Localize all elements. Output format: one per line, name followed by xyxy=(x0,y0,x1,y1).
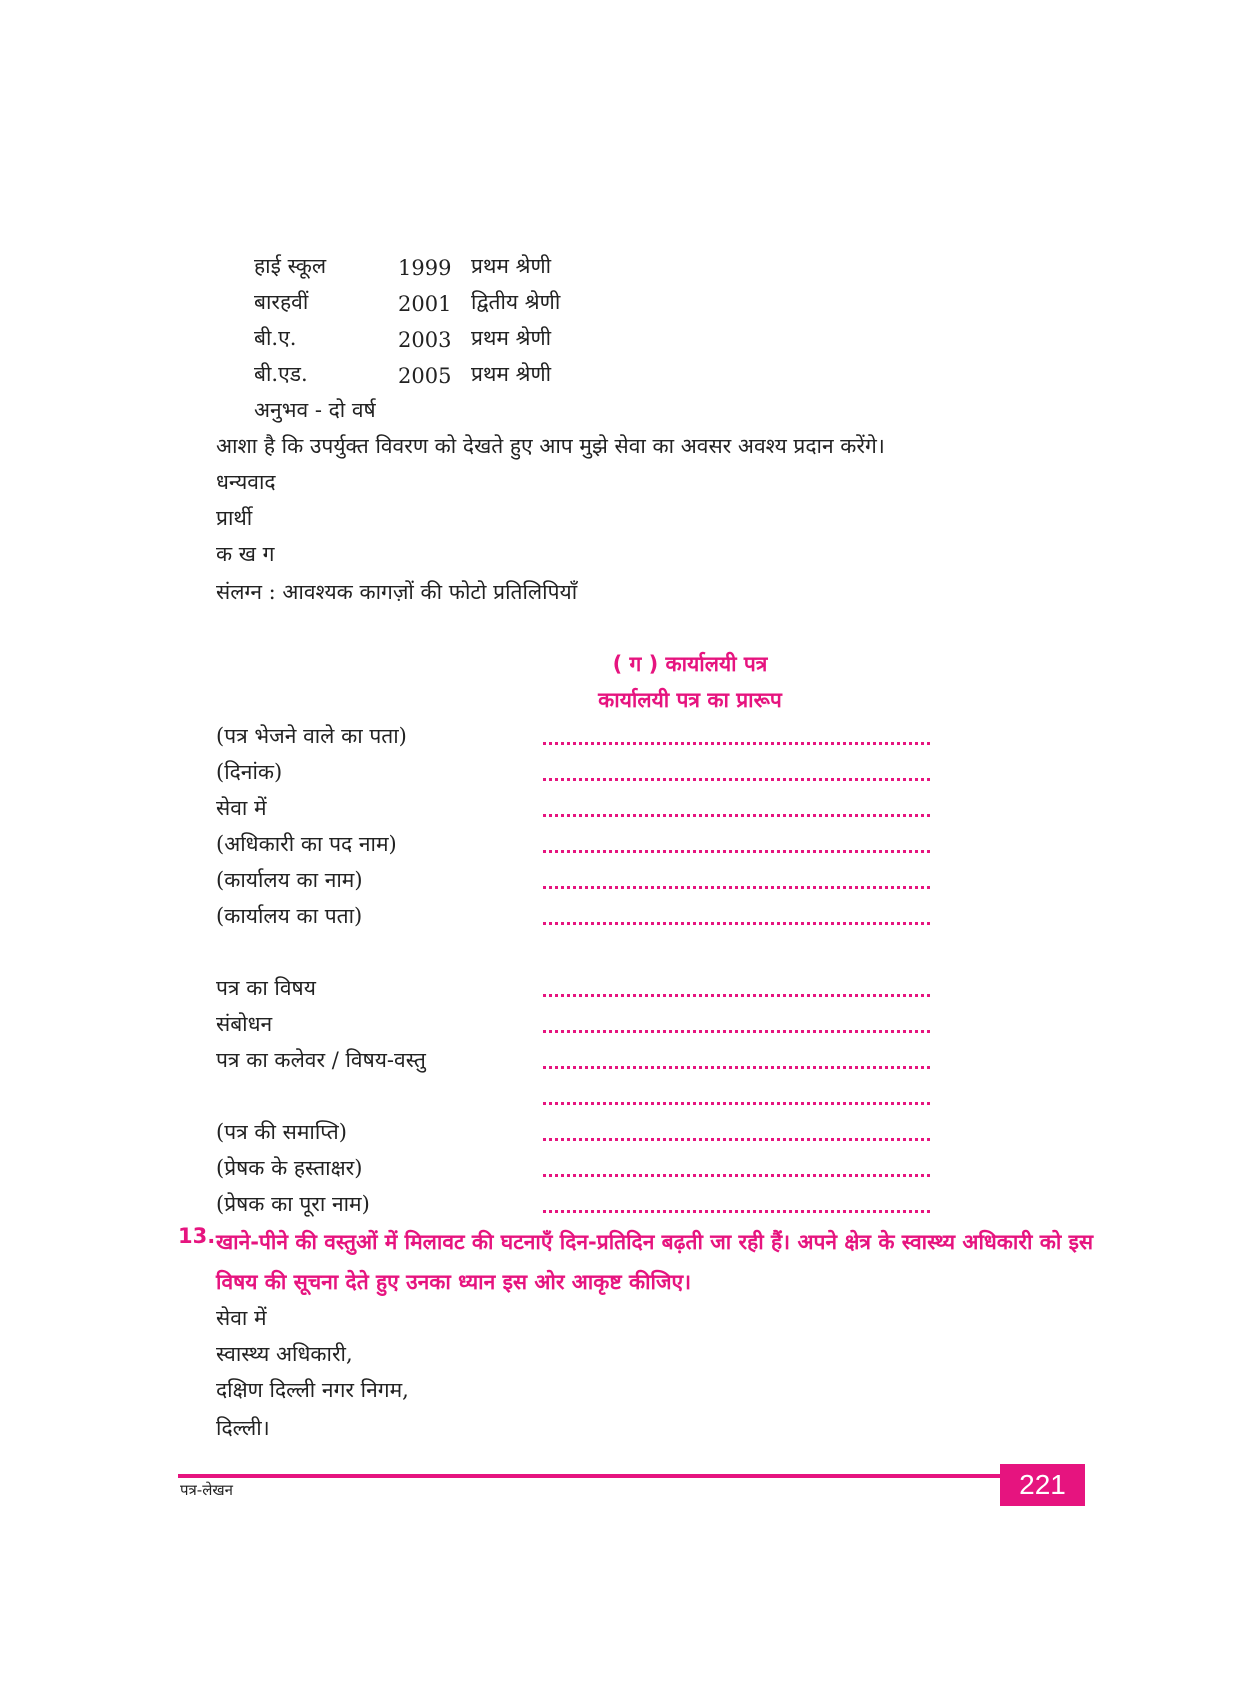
qual-level: बी.ए. xyxy=(254,326,297,350)
format-label: पत्र का कलेवर / विषय-वस्तु xyxy=(216,1048,426,1072)
qual-level: हाई स्कूल xyxy=(254,254,327,278)
answer-line: दक्षिण दिल्ली नगर निगम, xyxy=(216,1378,409,1402)
applicant-label: प्रार्थी xyxy=(216,506,253,530)
answer-line: सेवा में xyxy=(216,1306,267,1330)
format-label: (पत्र भेजने वाले का पता) xyxy=(216,724,407,748)
format-label: (दिनांक) xyxy=(216,760,283,784)
thanks: धन्यवाद xyxy=(216,470,276,494)
experience: अनुभव - दो वर्ष xyxy=(254,398,376,422)
qual-year: 2001 xyxy=(398,292,452,316)
footer-chapter-label: पत्र-लेखन xyxy=(180,1481,233,1499)
qual-year: 1999 xyxy=(398,256,452,280)
qual-level: बारहवीं xyxy=(254,290,309,314)
fill-line xyxy=(543,1088,930,1105)
fill-line xyxy=(543,908,930,925)
fill-line xyxy=(543,1052,930,1069)
format-label: (प्रेषक का पूरा नाम) xyxy=(216,1192,370,1216)
format-label: पत्र का विषय xyxy=(216,976,316,1000)
fill-line xyxy=(543,1196,930,1213)
question-number: 13. xyxy=(178,1224,216,1248)
section-heading: ( ग ) कार्यालयी पत्र xyxy=(612,652,768,676)
closing-request: आशा है कि उपर्युक्त विवरण को देखते हुए आप मुझे सेवा का अवसर अवश्य प्रदान करेंगे। xyxy=(216,434,885,458)
qual-division: प्रथम श्रेणी xyxy=(471,326,552,350)
format-label: (कार्यालय का नाम) xyxy=(216,868,363,892)
section-subheading: कार्यालयी पत्र का प्रारूप xyxy=(598,688,782,712)
fill-line xyxy=(543,1124,930,1141)
qual-level: बी.एड. xyxy=(254,362,308,386)
format-label: (प्रेषक के हस्ताक्षर) xyxy=(216,1156,363,1180)
fill-line xyxy=(543,728,930,745)
answer-line: स्वास्थ्य अधिकारी, xyxy=(216,1342,353,1366)
qual-year: 2003 xyxy=(398,328,452,352)
question-text: खाने-पीने की वस्तुओं में मिलावट की घटनाएँ दिन-प्रतिदिन बढ़ती जा रही हैं। अपने क्षेत्र के स्वास्थ्य अधिकारी को इस विषय की सूचना देते हुए उनका ध्यान इस ओर आकृष्ट कीजिए। xyxy=(216,1230,1094,1294)
answer-line: दिल्ली। xyxy=(216,1416,270,1440)
fill-line xyxy=(543,872,930,889)
applicant-name: क ख ग xyxy=(216,542,275,566)
format-label: (अधिकारी का पद नाम) xyxy=(216,832,397,856)
format-label: संबोधन xyxy=(216,1012,273,1036)
qual-division: प्रथम श्रेणी xyxy=(471,254,552,278)
fill-line xyxy=(543,836,930,853)
format-label: (पत्र की समाप्ति) xyxy=(216,1120,347,1144)
fill-line xyxy=(543,1016,930,1033)
qual-division: द्वितीय श्रेणी xyxy=(471,290,561,314)
fill-line xyxy=(543,800,930,817)
attachment-note: संलग्न : आवश्यक कागज़ों की फोटो प्रतिलिपियाँ xyxy=(216,580,578,604)
format-label: सेवा में xyxy=(216,796,267,820)
fill-line xyxy=(543,764,930,781)
qual-year: 2005 xyxy=(398,364,452,388)
fill-line xyxy=(543,1160,930,1177)
format-label: (कार्यालय का पता) xyxy=(216,904,363,928)
fill-line xyxy=(543,980,930,997)
footer-rule xyxy=(178,1474,1078,1478)
qual-division: प्रथम श्रेणी xyxy=(471,362,552,386)
page-number: 221 xyxy=(1000,1464,1085,1506)
